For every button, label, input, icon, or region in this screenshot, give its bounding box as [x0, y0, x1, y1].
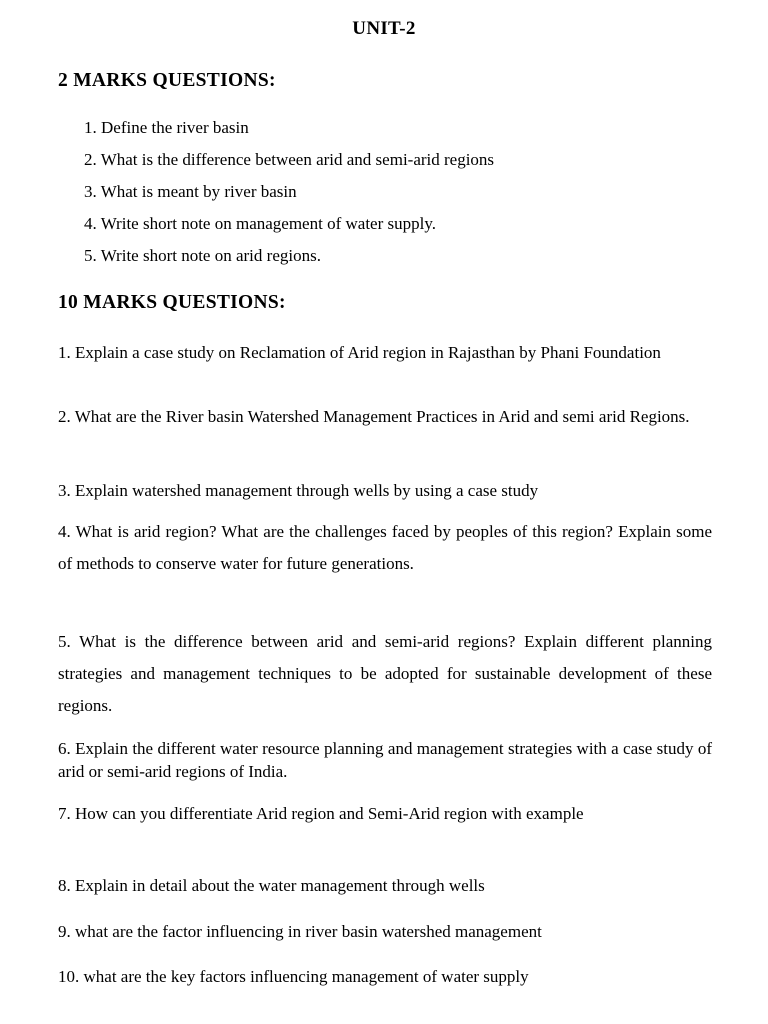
unit-title: UNIT-2 — [352, 18, 416, 39]
ten-marks-question: 9. what are the factor influencing in river basin watershed management — [58, 922, 542, 941]
two-marks-question: 5. Write short note on arid regions. — [84, 246, 321, 265]
ten-marks-heading: 10 MARKS QUESTIONS: — [58, 292, 286, 313]
ten-marks-question: 7. How can you differentiate Arid region and Semi-Arid region with example — [58, 804, 584, 823]
two-marks-heading: 2 MARKS QUESTIONS: — [58, 70, 276, 91]
ten-marks-question: 3. Explain watershed management through wells by using a case study — [58, 481, 539, 500]
two-marks-question-list — [84, 118, 494, 278]
ten-marks-question: 8. Explain in detail about the water management through wells — [58, 876, 485, 895]
two-marks-question: 2. What is the difference between arid and semi-arid regions — [84, 150, 495, 169]
ten-marks-question: 1. Explain a case study on Reclamation of Arid region in Rajasthan by Phani Foundation — [58, 343, 661, 362]
ten-marks-question: 10. what are the key factors influencing management of water supply — [58, 967, 529, 986]
ten-marks-question: 4. What is arid region? What are the challenges faced by peoples of this region? Explain some of methods to conserve water for future generations. — [58, 522, 712, 573]
ten-marks-question: 2. What are the River basin Watershed Management Practices in Arid and semi arid Regions. — [58, 407, 690, 426]
two-marks-question: 1. Define the river basin — [84, 118, 249, 137]
two-marks-question: 4. Write short note on management of water supply. — [84, 214, 436, 233]
two-marks-question: 3. What is meant by river basin — [84, 182, 297, 201]
ten-marks-question: 5. What is the difference between arid and semi-arid regions? Explain different planning strategies and management techniques to be adopted for sustainable development of these regions. — [58, 632, 712, 715]
ten-marks-question: 6. Explain the different water resource planning and management strategies with a case study of arid or semi-arid regions of India. — [58, 739, 712, 781]
